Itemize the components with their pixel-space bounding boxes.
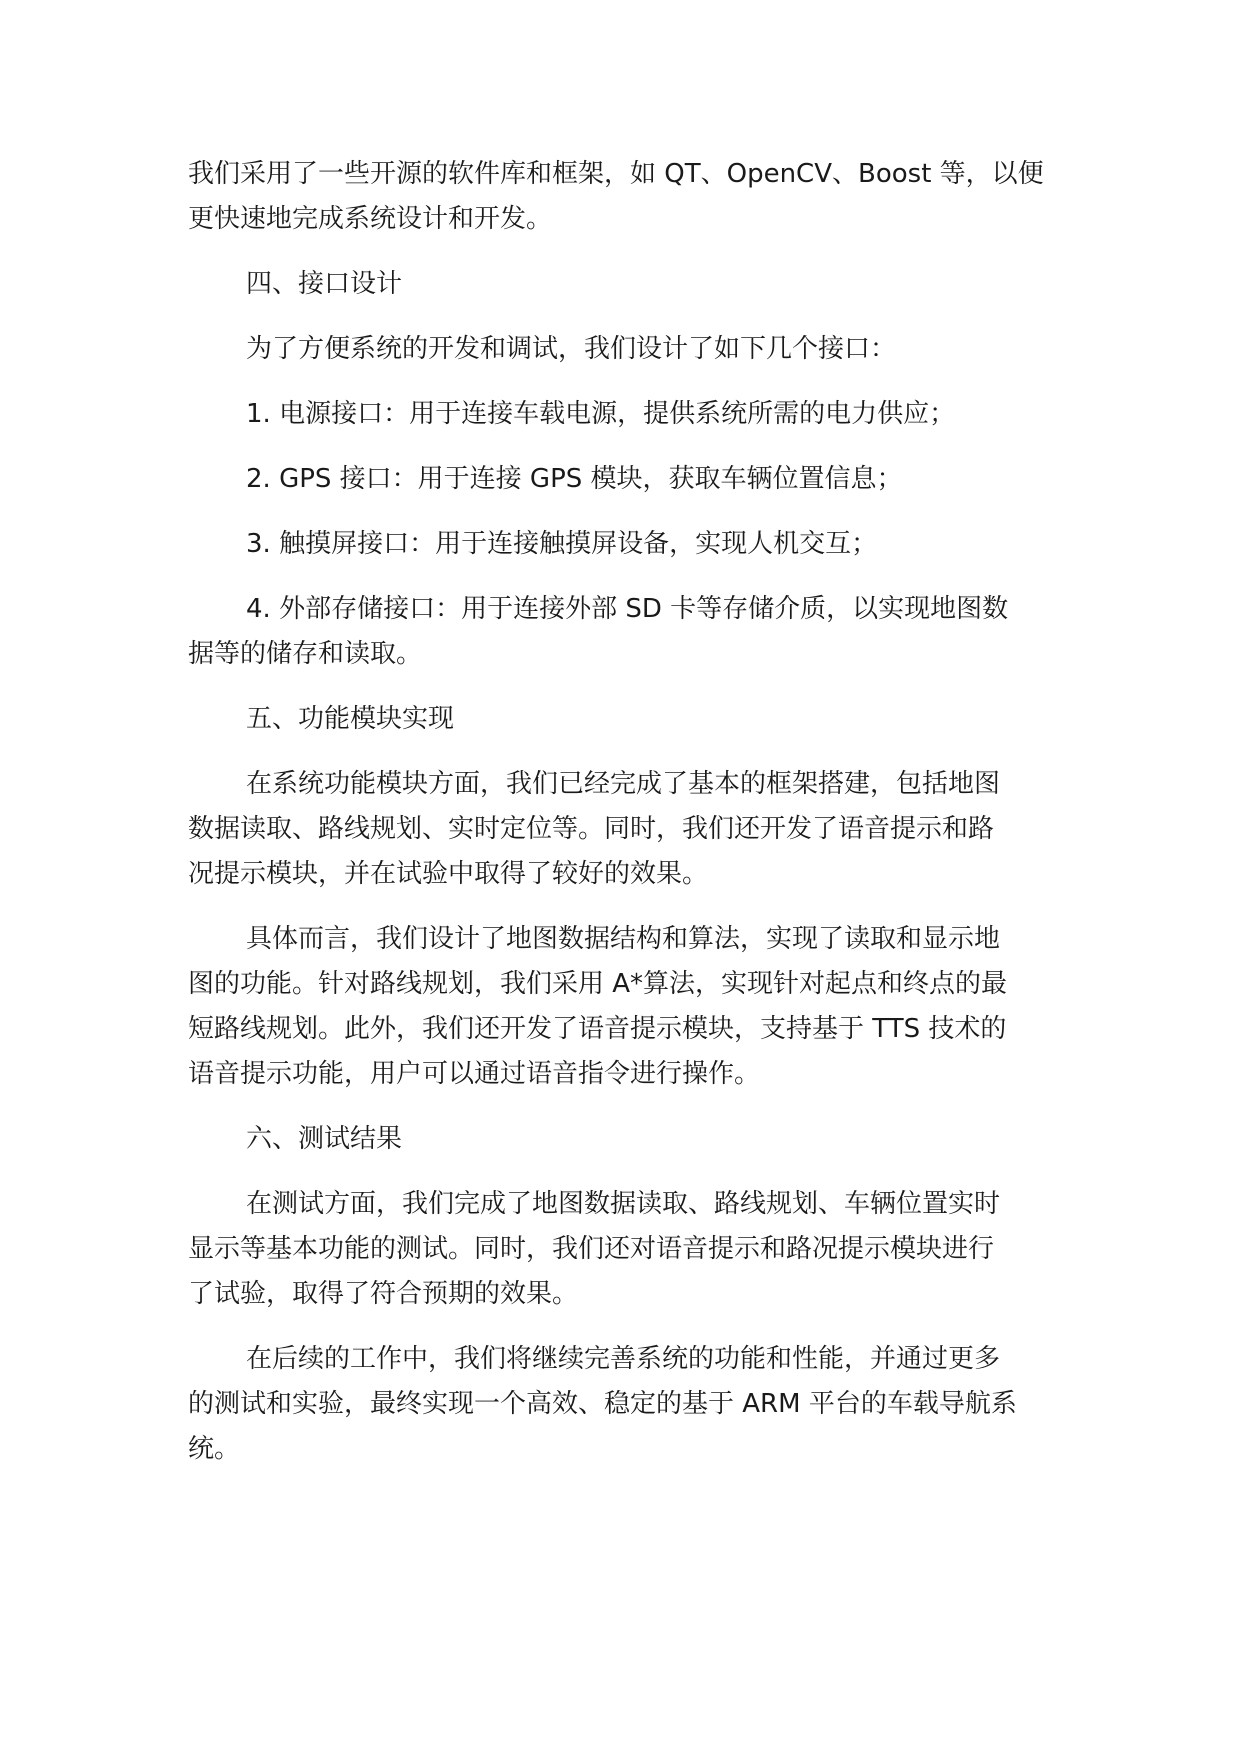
text-line: 更快速地完成系统设计和开发。	[188, 204, 553, 234]
paragraph-future-work	[188, 1337, 1058, 1472]
text-line: 统。	[188, 1434, 241, 1464]
list-item-gps-interface	[188, 457, 1058, 502]
text-line: 在测试方面，我们完成了地图数据读取、路线规划、车辆位置实时	[246, 1189, 1001, 1219]
text-line: 的测试和实验，最终实现一个高效、稳定的基于 ARM 平台的车载导航系	[188, 1389, 1017, 1419]
text-line: 显示等基本功能的测试。同时，我们还对语音提示和路况提示模块进行	[188, 1234, 995, 1264]
text-line: 我们采用了一些开源的软件库和框架，如 QT、OpenCV、Boost 等，以便	[188, 159, 1044, 189]
document-page	[188, 152, 1058, 1492]
text-line: 在后续的工作中，我们将继续完善系统的功能和性能，并通过更多	[246, 1344, 1001, 1374]
paragraph-implementation-details	[188, 917, 1058, 1097]
text-line: 短路线规划。此外，我们还开发了语音提示模块，支持基于 TTS 技术的	[188, 1014, 1007, 1044]
text-line: 1. 电源接口：用于连接车载电源，提供系统所需的电力供应；	[246, 399, 956, 429]
section-heading: 五、功能模块实现	[246, 704, 455, 734]
list-item-storage-interface	[188, 587, 1058, 677]
text-line: 图的功能。针对路线规划，我们采用 A*算法，实现针对起点和终点的最	[188, 969, 1008, 999]
list-item-touchscreen-interface	[188, 522, 1058, 567]
section-heading-function-modules	[188, 697, 1058, 742]
section-heading: 六、测试结果	[246, 1124, 403, 1154]
text-line: 语音提示功能，用户可以通过语音指令进行操作。	[188, 1059, 761, 1089]
text-line: 况提示模块，并在试验中取得了较好的效果。	[188, 859, 709, 889]
paragraph-function-modules	[188, 762, 1058, 897]
paragraph-test-results	[188, 1182, 1058, 1317]
paragraph-interface-intro	[188, 327, 1058, 372]
list-item-power-interface	[188, 392, 1058, 437]
section-heading: 四、接口设计	[246, 269, 403, 299]
text-line: 数据读取、路线规划、实时定位等。同时，我们还开发了语音提示和路	[188, 814, 995, 844]
paragraph-open-source	[188, 152, 1058, 242]
text-line: 据等的储存和读取。	[188, 639, 423, 669]
text-line: 了试验，取得了符合预期的效果。	[188, 1279, 579, 1309]
text-line: 2. GPS 接口：用于连接 GPS 模块，获取车辆位置信息；	[246, 464, 903, 494]
section-heading-interface-design	[188, 262, 1058, 307]
text-line: 具体而言，我们设计了地图数据结构和算法，实现了读取和显示地	[246, 924, 1001, 954]
section-heading-test-results	[188, 1117, 1058, 1162]
text-line: 为了方便系统的开发和调试，我们设计了如下几个接口：	[246, 334, 897, 364]
text-line: 3. 触摸屏接口：用于连接触摸屏设备，实现人机交互；	[246, 529, 878, 559]
text-line: 4. 外部存储接口：用于连接外部 SD 卡等存储介质，以实现地图数	[246, 594, 1009, 624]
text-line: 在系统功能模块方面，我们已经完成了基本的框架搭建，包括地图	[246, 769, 1001, 799]
